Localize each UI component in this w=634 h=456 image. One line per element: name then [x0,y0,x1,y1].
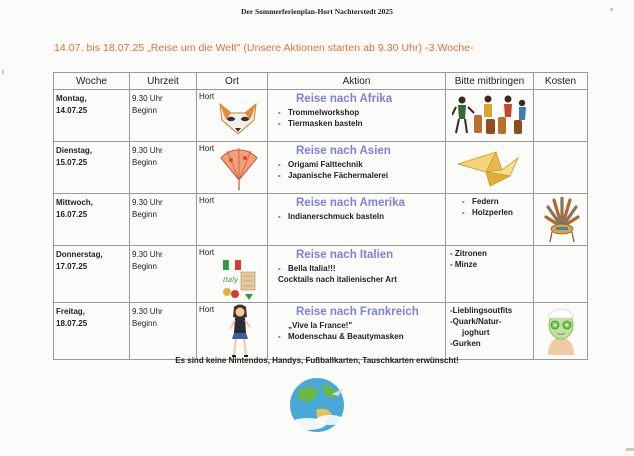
place-text: Hort [199,196,215,205]
action-title: Reise nach Afrika [296,93,393,105]
day-date: 16.07.25 [56,210,88,219]
cost-cell [534,303,588,360]
document-title: Der Sommerferienplan-Hort Nachterstedt 2025 [241,7,393,16]
bring-item: -Lieblingsoutfits [450,306,513,315]
day-name: Dienstag, [56,146,93,155]
fox-mask-icon [217,102,259,136]
time-value: 9.30 Uhr [132,250,163,259]
day-date: 14.07.25 [56,106,88,115]
table-row [54,303,588,360]
face-mask-cucumber-icon [540,305,582,357]
table-header-row [54,73,588,90]
time-cell [130,246,197,303]
day-date: 17.07.25 [56,262,88,271]
bring-item: joghurt [462,328,490,337]
place-text: Hort [199,305,215,314]
bring-item: - Federn [462,197,499,206]
week-cell [54,246,130,303]
bring-cell [446,303,534,360]
header-bitte-mitbringen: Bitte mitbringen [446,73,534,90]
action-line: - Japanische Fächermalerei [278,171,389,180]
action-cell [268,303,446,360]
action-line: - Trommelworkshop [278,108,360,117]
place-cell [197,90,268,142]
header-kosten: Kosten [534,73,588,90]
action-line: „Vive la France!" [288,321,353,330]
action-cell [268,90,446,142]
action-cell [268,194,446,246]
italy-collage-icon [219,256,259,302]
time-cell [130,142,197,194]
bring-item: - Minze [450,260,478,269]
time-label: Beginn [132,210,157,219]
table-row [54,142,588,194]
scan-mark [610,8,613,11]
action-title: Reise nach Frankreich [296,306,419,318]
globe-icon [286,374,348,436]
week-cell [54,90,130,142]
table-row [54,246,588,303]
action-line: - Modenschau & Beautymasken [278,332,404,341]
scan-mark [2,70,4,74]
action-line: - Origami Falttechnik [278,160,363,169]
header-aktion: Aktion [268,73,446,90]
drummers-icon [452,93,530,137]
day-date: 15.07.25 [56,158,88,167]
place-text: Hort [199,248,215,257]
day-name: Freitag, [56,307,85,316]
bring-item: -Gurken [450,339,481,348]
bring-cell [446,246,534,303]
action-cell [268,246,446,303]
action-line: - Tiermasken basteln [278,119,363,128]
time-label: Beginn [132,106,157,115]
bring-item: - Zitronen [450,249,487,258]
table-row [54,194,588,246]
schedule-table [53,72,588,360]
bring-cell [446,194,534,246]
svg-text:Italy: Italy [223,276,239,284]
bring-cell [446,90,534,142]
week-cell [54,142,130,194]
week-subtitle: 14.07. bis 18.07.25 „Reise um die Welt" (Unsere Aktionen starten ab 9.30 Uhr) -3.Woche- [54,42,474,54]
cost-cell [534,90,588,142]
day-name: Mittwoch, [56,198,93,207]
place-text: Hort [199,144,215,153]
week-cell [54,194,130,246]
place-cell [197,194,268,246]
feather-headdress-icon [542,197,582,243]
time-label: Beginn [132,158,157,167]
week-cell [54,303,130,360]
day-name: Donnerstag, [56,250,103,259]
place-cell [197,246,268,303]
footer-note: Es sind keine Nintendos, Handys, Fußballkarten, Tauschkarten erwünscht! [175,356,459,365]
bring-cell [446,142,534,194]
day-name: Montag, [56,94,87,103]
header-uhrzeit: Uhrzeit [130,73,197,90]
action-title: Reise nach Asien [296,145,391,157]
action-cell [268,142,446,194]
scan-mark [626,448,634,451]
action-title: Reise nach Italien [296,249,394,261]
cost-cell [534,246,588,303]
bring-item: - Holzperlen [462,208,513,217]
time-value: 9.30 Uhr [132,307,163,316]
time-cell [130,194,197,246]
time-label: Beginn [132,262,157,271]
cost-cell [534,194,588,246]
time-value: 9.30 Uhr [132,94,163,103]
action-title: Reise nach Amerika [296,197,405,209]
day-date: 18.07.25 [56,319,88,328]
action-line: Cocktails nach italienischer Art [278,275,397,284]
action-line: - Bella Italia!!! [278,264,336,273]
time-value: 9.30 Uhr [132,198,163,207]
header-woche: Woche [54,73,130,90]
place-text: Hort [199,92,215,101]
place-cell [197,142,268,194]
fashion-girl-icon [225,303,255,359]
time-value: 9.30 Uhr [132,146,163,155]
header-ort: Ort [197,73,268,90]
time-cell [130,303,197,360]
time-cell [130,90,197,142]
table-row [54,90,588,142]
origami-bird-icon [456,146,520,190]
action-line: - Indianerschmuck basteln [278,212,385,221]
bring-item: -Quark/Natur- [450,317,502,326]
time-label: Beginn [132,319,157,328]
hand-fan-icon [219,146,259,190]
cost-cell [534,142,588,194]
place-cell [197,303,268,360]
